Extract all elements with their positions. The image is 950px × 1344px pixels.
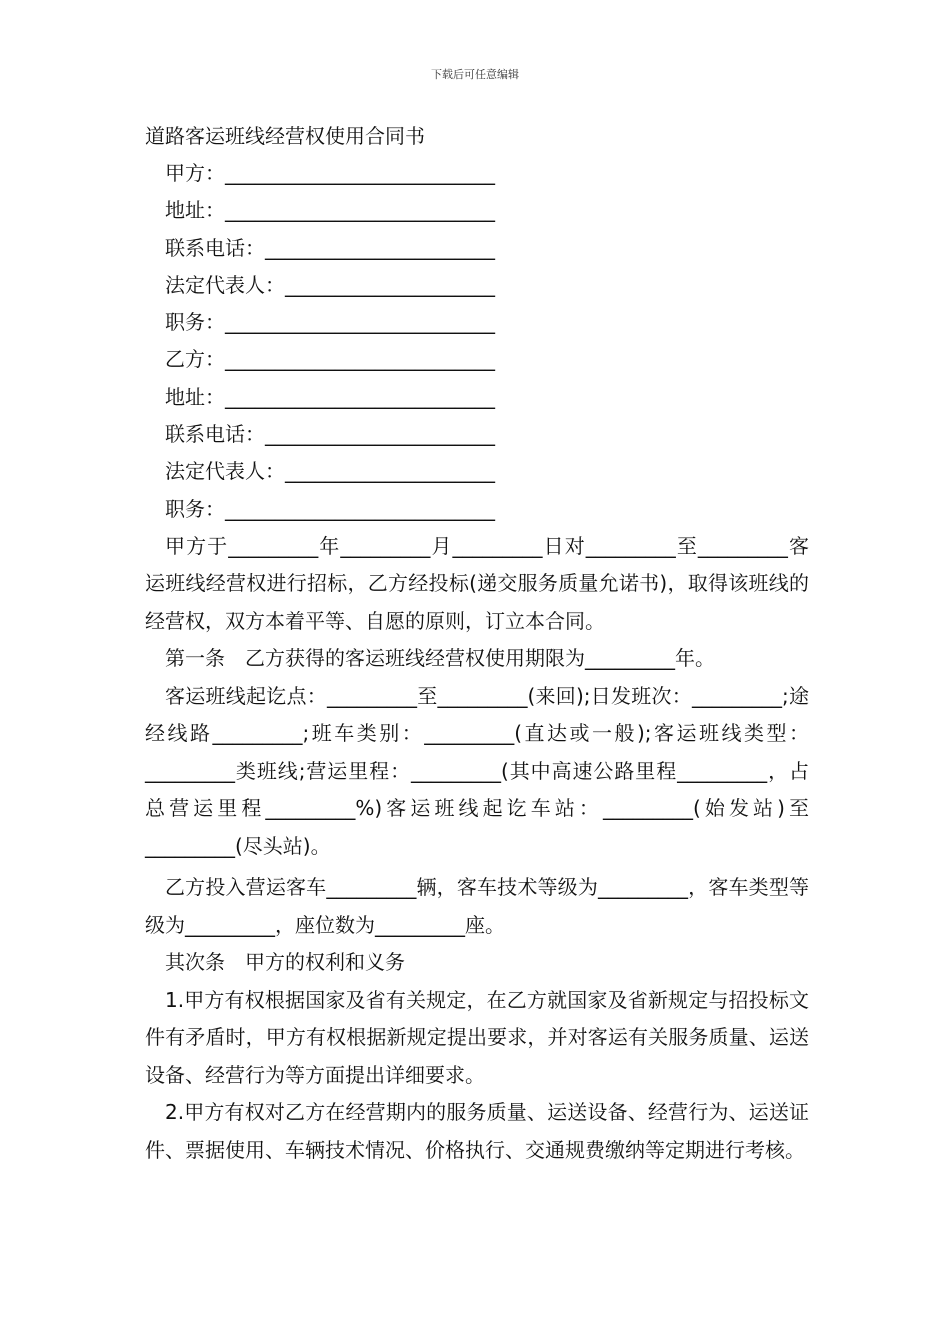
- party-a-address-field: [145, 192, 809, 229]
- field-label: 职务：: [165, 496, 225, 521]
- field-label: 法定代表人：: [165, 459, 285, 484]
- clause-item-1: 1.甲方有权根据国家及省有关规定，在乙方就国家及省新规定与招投标文件有矛盾时，甲方有权根据新规定提出要求，并对客运有关服务质量、运送设备、经营行为等方面提出详细要求。: [145, 987, 809, 1087]
- document-title: 道路客运班线经营权使用合同书: [145, 124, 425, 148]
- blank-line[interactable]: ___________________________: [225, 310, 495, 335]
- contract-document: [145, 118, 809, 1169]
- blank-line[interactable]: _______________________: [265, 422, 495, 447]
- party-b-phone-field: [145, 416, 809, 453]
- party-b-name-field: [145, 341, 809, 378]
- field-label: 职务：: [165, 310, 225, 335]
- blank-line[interactable]: _____________________: [285, 459, 495, 484]
- party-b-representative-field: [145, 453, 809, 490]
- blank-line[interactable]: ___________________________: [225, 347, 495, 372]
- blank-line[interactable]: ___________________________: [225, 198, 495, 223]
- blank-line[interactable]: ___________________________: [225, 496, 495, 521]
- field-label: 乙方：: [165, 347, 225, 372]
- field-label: 联系电话：: [165, 422, 265, 447]
- field-label: 法定代表人：: [165, 272, 285, 297]
- page-header-note: 下载后可任意编辑: [431, 68, 519, 81]
- intro-paragraph: 甲方于_________年_________月_________日对_________至_________客运班线经营权进行招标，乙方经投标(递交服务质量允诺书)，取得该班线的经营权，双方本着平等、自愿的原则，订立本合同。: [145, 533, 809, 633]
- party-a-phone-field: [145, 230, 809, 267]
- field-label: 甲方：: [165, 161, 225, 185]
- blank-line[interactable]: _____________________: [285, 272, 495, 297]
- party-b-position-field: [145, 491, 809, 528]
- blank-line[interactable]: _______________________: [265, 235, 495, 260]
- party-a-position-field: [145, 304, 809, 341]
- vehicle-details-paragraph: 乙方投入营运客车_________辆，客车技术等级为_________，客车类型等级为_________，座位数为_________座。: [145, 875, 809, 937]
- field-label: 联系电话：: [165, 235, 265, 260]
- route-details-paragraph: 客运班线起讫点：_________至_________(来回);日发班次：_________;途经线路_________;班车类别：_________(直达或一般);客运班线类型：_________类班线;营运里程：_________(其中高速公路里程_________，占总营运里程_________%)客运班线起讫车站：_________(始发站)至_________(尽头站)。: [145, 683, 809, 858]
- article-2-heading: 其次条 甲方的权利和义务: [165, 950, 405, 975]
- party-a-representative-field: [145, 267, 809, 304]
- field-label: 地址：: [165, 198, 225, 223]
- clause-item-2: 2.甲方有权对乙方在经营期内的服务质量、运送设备、经营行为、运送证件、票据使用、车辆技术情况、价格执行、交通规费缴纳等定期进行考核。: [145, 1100, 809, 1162]
- party-a-name-field: [145, 155, 809, 192]
- blank-line[interactable]: ___________________________: [225, 384, 495, 409]
- blank-line[interactable]: ___________________________: [225, 161, 495, 185]
- article-1-heading: 第一条 乙方获得的客运班线经营权使用期限为_________年。: [165, 646, 715, 671]
- party-b-address-field: [145, 379, 809, 416]
- field-label: 地址：: [165, 384, 225, 409]
